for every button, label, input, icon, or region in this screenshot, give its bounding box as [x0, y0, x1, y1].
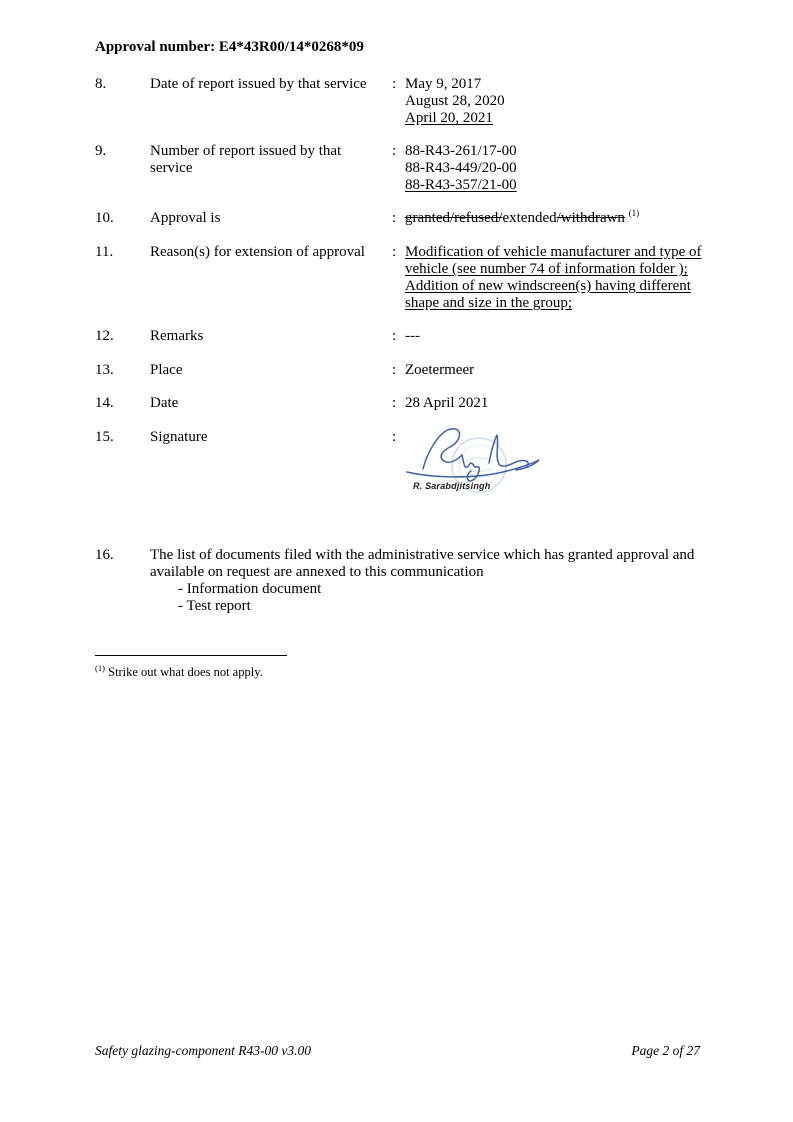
signer-name: R. Sarabdjitsingh: [413, 481, 491, 491]
footer-page-number: Page 2 of 27: [631, 1043, 700, 1058]
item-label-line: Number of report issued by that: [150, 143, 342, 159]
item-number: 11.: [95, 244, 114, 260]
signature-area: [405, 429, 707, 499]
item-13-row: [95, 362, 707, 379]
item-number: 16.: [95, 547, 114, 563]
item-value: [405, 143, 707, 194]
item-15-row: [95, 429, 707, 499]
colon-separator: :: [392, 143, 397, 159]
report-date-1: May 9, 2017: [405, 76, 482, 92]
kept-option-extended: extended: [502, 210, 557, 226]
colon-separator: :: [392, 328, 397, 344]
footer-document-title: Safety glazing-component R43-00 v3.00: [95, 1043, 311, 1058]
item-label: Date of report issued by that service: [150, 76, 367, 92]
item-number: 13.: [95, 362, 114, 378]
footnote-text: Strike out what does not apply.: [104, 665, 263, 680]
colon-separator: :: [392, 429, 397, 445]
reason-line: shape and size in the group;: [405, 295, 573, 311]
extension-reason-value: [405, 244, 707, 312]
report-number-3: 88-R43-357/21-00: [405, 177, 517, 193]
item-label: Approval is: [150, 210, 221, 226]
item-value: [405, 76, 707, 127]
footnote-reference: (1): [628, 208, 640, 218]
documents-list-text: [150, 547, 707, 615]
signature-block: [405, 429, 707, 499]
item-16-row: [95, 547, 707, 615]
item-number: 14.: [95, 395, 114, 411]
item-label: [150, 143, 392, 177]
report-number-2: 88-R43-449/20-00: [405, 160, 517, 176]
report-number-1: 88-R43-261/17-00: [405, 143, 517, 159]
annexed-document-item: - Information document: [178, 581, 322, 597]
item-label: Place: [150, 362, 183, 378]
colon-separator: :: [392, 395, 397, 411]
footnote: [95, 661, 263, 680]
item-label: Signature: [150, 429, 208, 445]
item-label: Date: [150, 395, 179, 411]
item-10-row: [95, 210, 707, 227]
footnote-divider: [95, 655, 287, 656]
item-8-row: [95, 76, 707, 127]
signature-ink: [407, 429, 539, 481]
item-number: 8.: [95, 76, 107, 92]
item-number: 12.: [95, 328, 114, 344]
report-date-2: August 28, 2020: [405, 93, 505, 109]
colon-separator: :: [392, 76, 397, 92]
approval-status-value: [405, 210, 707, 227]
approval-number-heading: Approval number: E4*43R00/14*0268*09: [95, 39, 364, 55]
struck-option-granted-refused: granted/refused/: [405, 210, 503, 226]
colon-separator: :: [392, 244, 397, 260]
item-label-line: service: [150, 160, 193, 176]
item-number: 10.: [95, 210, 114, 226]
documents-list-line: The list of documents filed with the administrative service which has granted approval and: [150, 547, 695, 563]
item-11-row: [95, 244, 707, 312]
item-number: 9.: [95, 143, 107, 159]
reason-line: Addition of new windscreen(s) having different: [405, 278, 691, 294]
item-9-row: [95, 143, 707, 194]
reason-line: Modification of vehicle manufacturer and type of: [405, 244, 702, 260]
footnote-marker: (1): [95, 663, 105, 673]
colon-separator: :: [392, 210, 397, 226]
remarks-value: ---: [405, 328, 420, 344]
item-label: Remarks: [150, 328, 204, 344]
item-12-row: [95, 328, 707, 345]
item-label: Reason(s) for extension of approval: [150, 244, 365, 260]
struck-option-withdrawn: /withdrawn: [556, 210, 625, 226]
place-value: Zoetermeer: [405, 362, 475, 378]
date-value: 28 April 2021: [405, 395, 489, 411]
report-date-3: April 20, 2021: [405, 110, 493, 126]
item-14-row: [95, 395, 707, 412]
colon-separator: :: [392, 362, 397, 378]
documents-list-line: available on request are annexed to this communication: [150, 564, 484, 580]
item-number: 15.: [95, 429, 114, 445]
annexed-document-item: - Test report: [178, 598, 251, 614]
reason-line: vehicle (see number 74 of information folder );: [405, 261, 688, 277]
